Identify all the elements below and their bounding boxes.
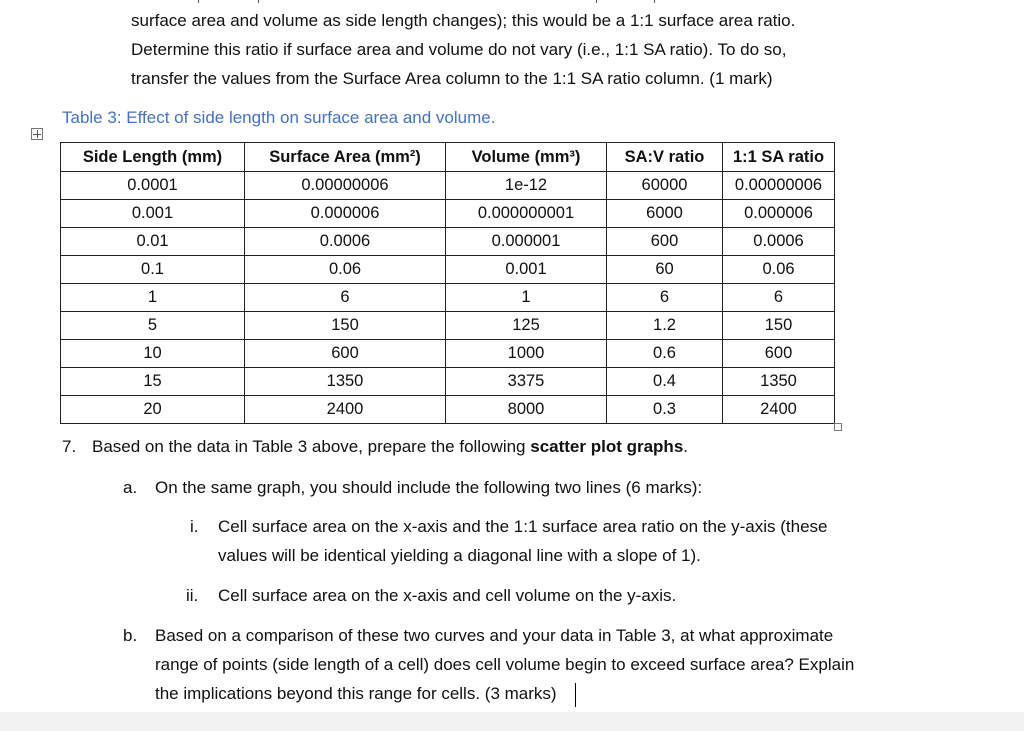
qaii-label: ii. xyxy=(186,586,199,605)
cell-volume[interactable]: 0.000001 xyxy=(446,228,607,256)
table-row xyxy=(61,228,835,256)
table-row xyxy=(61,396,835,424)
q7-text xyxy=(92,434,688,460)
cell-sav-ratio[interactable]: 6000 xyxy=(607,200,723,228)
qb-line-2: range of points (side length of a cell) does cell volume begin to exceed surface area? Explain xyxy=(155,655,855,674)
cell-sav-ratio[interactable]: 0.3 xyxy=(607,396,723,424)
cell-sav-ratio[interactable]: 60000 xyxy=(607,172,723,200)
cell-volume[interactable]: 1000 xyxy=(446,340,607,368)
cell-surface-area[interactable]: 150 xyxy=(245,312,446,340)
cell-volume[interactable]: 3375 xyxy=(446,368,607,396)
intro-line-1: surface area and volume as side length changes); this would be a 1:1 surface area ratio. xyxy=(131,11,796,30)
table-row xyxy=(61,312,835,340)
cell-side-length[interactable]: 20 xyxy=(61,396,245,424)
cell-surface-area[interactable]: 6 xyxy=(245,284,446,312)
cell-volume[interactable]: 1e-12 xyxy=(446,172,607,200)
cell-side-length[interactable]: 0.1 xyxy=(61,256,245,284)
data-table xyxy=(60,142,835,424)
qb-line-3: the implications beyond this range for cells. (3 marks) xyxy=(155,684,557,703)
q7-text-after: . xyxy=(683,437,689,456)
cell-side-length[interactable]: 0.0001 xyxy=(61,172,245,200)
qaii-text: Cell surface area on the x-axis and cell volume on the y-axis. xyxy=(218,586,677,605)
intro-line-2: Determine this ratio if surface area and volume do not vary (i.e., 1:1 SA ratio). To do so, xyxy=(131,40,787,59)
cell-side-length[interactable]: 0.001 xyxy=(61,200,245,228)
cell-sav-ratio[interactable]: 60 xyxy=(607,256,723,284)
cell-one-to-one-sa-ratio[interactable]: 6 xyxy=(723,284,835,312)
cell-surface-area[interactable]: 0.000006 xyxy=(245,200,446,228)
cell-one-to-one-sa-ratio[interactable]: 150 xyxy=(723,312,835,340)
qai-line-2: values will be identical yielding a diagonal line with a slope of 1). xyxy=(218,546,701,565)
cell-one-to-one-sa-ratio[interactable]: 600 xyxy=(723,340,835,368)
table-row xyxy=(61,368,835,396)
qa-label: a. xyxy=(123,478,138,497)
cell-one-to-one-sa-ratio[interactable]: 0.000006 xyxy=(723,200,835,228)
cell-volume[interactable]: 0.000000001 xyxy=(446,200,607,228)
text-cursor xyxy=(575,683,576,707)
table-resize-handle-icon[interactable] xyxy=(834,423,842,431)
intro-line-3: transfer the values from the Surface Area column to the 1:1 SA ratio column. (1 mark) xyxy=(131,69,773,88)
cell-surface-area[interactable]: 0.06 xyxy=(245,256,446,284)
table-row xyxy=(61,340,835,368)
qa-text: On the same graph, you should include the following two lines (6 marks): xyxy=(155,478,703,497)
cell-side-length[interactable]: 0.01 xyxy=(61,228,245,256)
ruler-ticks xyxy=(0,0,1024,4)
header-volume: Volume (mm³) xyxy=(446,143,607,172)
cell-side-length[interactable]: 1 xyxy=(61,284,245,312)
table-move-handle-icon[interactable] xyxy=(31,128,43,140)
cell-sav-ratio[interactable]: 0.4 xyxy=(607,368,723,396)
cell-sav-ratio[interactable]: 1.2 xyxy=(607,312,723,340)
cell-one-to-one-sa-ratio[interactable]: 0.06 xyxy=(723,256,835,284)
table-header-row xyxy=(61,143,835,172)
header-one-to-one-sa-ratio: 1:1 SA ratio xyxy=(723,143,835,172)
cell-surface-area[interactable]: 600 xyxy=(245,340,446,368)
cell-sav-ratio[interactable]: 6 xyxy=(607,284,723,312)
header-side-length: Side Length (mm) xyxy=(61,143,245,172)
cell-surface-area[interactable]: 1350 xyxy=(245,368,446,396)
cell-side-length[interactable]: 10 xyxy=(61,340,245,368)
cell-one-to-one-sa-ratio[interactable]: 0.0006 xyxy=(723,228,835,256)
cell-one-to-one-sa-ratio[interactable]: 2400 xyxy=(723,396,835,424)
qb-line-1: Based on a comparison of these two curves and your data in Table 3, at what approximate xyxy=(155,626,834,645)
qai-label: i. xyxy=(190,517,199,536)
cell-volume[interactable]: 125 xyxy=(446,312,607,340)
cell-volume[interactable]: 0.001 xyxy=(446,256,607,284)
q7-number: 7. xyxy=(62,437,77,456)
cell-surface-area[interactable]: 2400 xyxy=(245,396,446,424)
header-surface-area: Surface Area (mm²) xyxy=(245,143,446,172)
table-row xyxy=(61,200,835,228)
cell-sav-ratio[interactable]: 0.6 xyxy=(607,340,723,368)
cell-one-to-one-sa-ratio[interactable]: 1350 xyxy=(723,368,835,396)
cell-side-length[interactable]: 5 xyxy=(61,312,245,340)
cell-surface-area[interactable]: 0.00000006 xyxy=(245,172,446,200)
table-row xyxy=(61,172,835,200)
cell-volume[interactable]: 8000 xyxy=(446,396,607,424)
cell-side-length[interactable]: 15 xyxy=(61,368,245,396)
header-sav-ratio: SA:V ratio xyxy=(607,143,723,172)
qb-label: b. xyxy=(123,626,138,645)
page-bottom-edge xyxy=(0,712,1024,731)
qai-line-1: Cell surface area on the x-axis and the 1:1 surface area ratio on the y-axis (these xyxy=(218,517,828,536)
table-row xyxy=(61,256,835,284)
cell-volume[interactable]: 1 xyxy=(446,284,607,312)
table-row xyxy=(61,284,835,312)
cell-one-to-one-sa-ratio[interactable]: 0.00000006 xyxy=(723,172,835,200)
table-caption: Table 3: Effect of side length on surface area and volume. xyxy=(62,108,496,127)
cell-surface-area[interactable]: 0.0006 xyxy=(245,228,446,256)
q7-text-bold: scatter plot graphs xyxy=(530,437,684,456)
cell-sav-ratio[interactable]: 600 xyxy=(607,228,723,256)
q7-text-before: Based on the data in Table 3 above, prepare the following xyxy=(92,437,531,456)
